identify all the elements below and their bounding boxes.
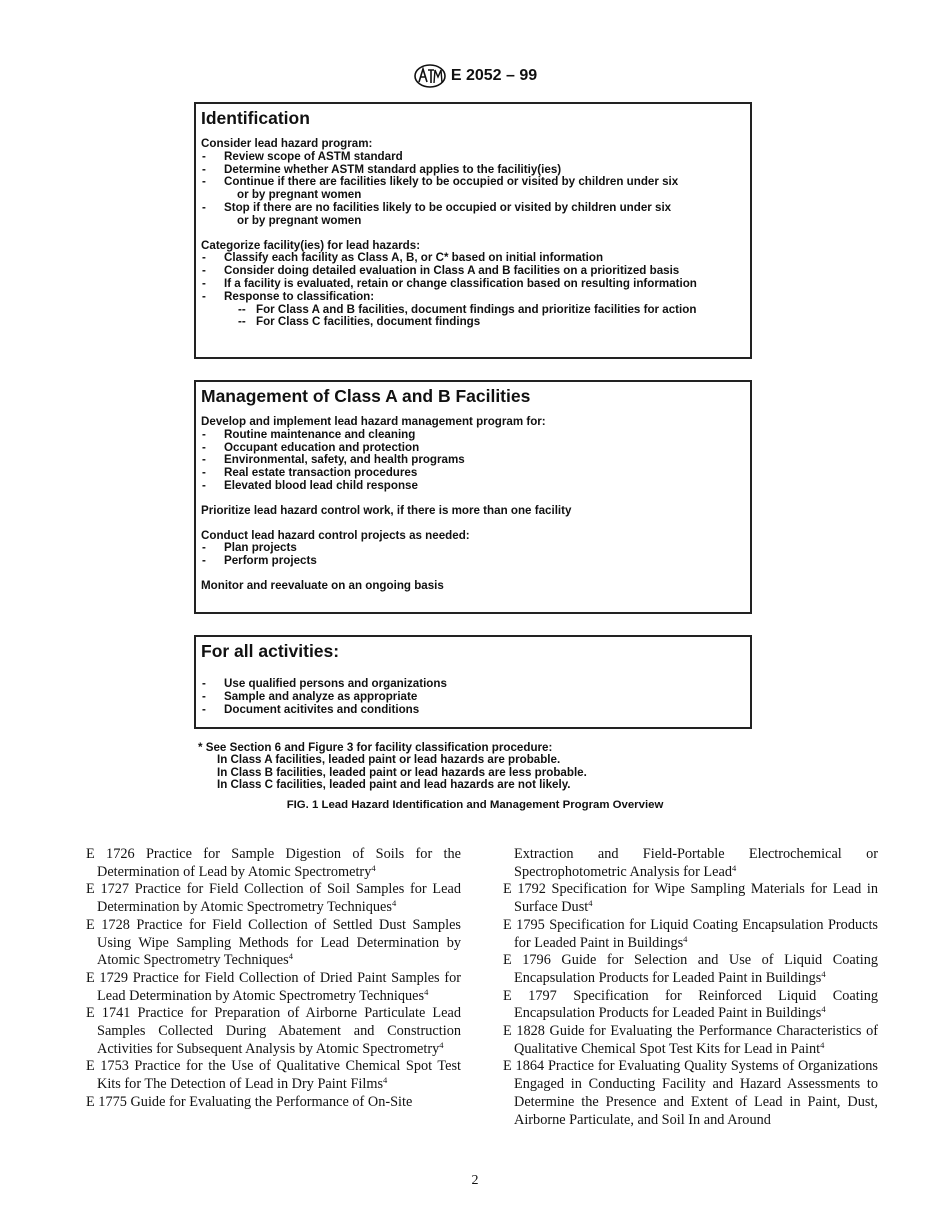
figure-caption: FIG. 1 Lead Hazard Identification and Management Program Overview xyxy=(286,799,664,811)
all-activities-box xyxy=(194,635,752,729)
reference-item: E 1729 Practice for Field Collection of Dried Paint Samples for Lead Determination by Atomic Spectrometry Techniques$^4$ xyxy=(86,969,461,1004)
reference-item: E 1797 Specification for Reinforced Liquid Coating Encapsulation Products for Leaded Paint in Buildings$^4$ xyxy=(503,987,878,1022)
section-line: Monitor and reevaluate on an ongoing basis xyxy=(201,578,444,592)
box-title: Management of Class A and B Facilities xyxy=(201,386,531,406)
section-heading: Conduct lead hazard control projects as needed: xyxy=(201,528,470,542)
reference-item: E 1864 Practice for Evaluating Quality Systems of Organizations Engaged in Conducting Facility and Hazard Assessments to Determine the Presence and Extent of Lead in Paint, Dust, Airborne Particulate, and Soil In and Around xyxy=(503,1058,878,1128)
list-item: - Determine whether ASTM standard applies to the facilitiy(ies) xyxy=(201,164,745,177)
list-item: - Continue if there are facilities likely to be occupied or visited by children under six xyxy=(201,176,745,189)
reference-item: E 1796 Guide for Selection and Use of Liquid Coating Encapsulation Products for Leaded Paint in Buildings$^4$ xyxy=(503,952,878,986)
reference-item: E 1792 Specification for Wipe Sampling Materials for Lead in Surface Dust$^4$ xyxy=(503,881,878,916)
footnote-intro: * See Section 6 and Figure 3 for facility classification procedure: xyxy=(198,741,553,754)
reference-item: E 1828 Guide for Evaluating the Performance Characteristics of Qualitative Chemical Spot Test Kits for Lead in Paint$^4$ xyxy=(503,1023,878,1057)
list-item: - Plan projects xyxy=(201,542,745,555)
list-item: - Routine maintenance and cleaning xyxy=(201,429,745,442)
footnote-line: In Class C facilities, leaded paint and lead hazards are not likely. xyxy=(217,778,571,792)
page-number: 2 xyxy=(471,1173,479,1188)
reference-item: E 1728 Practice for Field Collection of Settled Dust Samples Using Wipe Sampling Methods for Lead Determination by Atomic Spectrometry Techniques$^4$ xyxy=(86,916,461,969)
list-item: - Review scope of ASTM standard xyxy=(201,151,745,164)
list-item: - Consider doing detailed evaluation in Class A and B facilities on a prioritized basis xyxy=(201,265,745,278)
list-item: - Occupant education and protection xyxy=(201,442,745,455)
list-item: - Classify each facility as Class A, B, or C* based on initial information xyxy=(201,252,745,265)
list-item: - Perform projects xyxy=(201,555,745,568)
list-item: - Real estate transaction procedures xyxy=(201,467,745,480)
management-box xyxy=(194,380,752,614)
reference-item: E 1795 Specification for Liquid Coating Encapsulation Products for Leaded Paint in Buildings$^4$ xyxy=(503,916,878,951)
reference-item: E 1775 Guide for Evaluating the Performance of On-Site xyxy=(86,1093,413,1110)
astm-logo-icon xyxy=(413,64,447,88)
list-item-continuation: or by pregnant women xyxy=(237,188,362,202)
list-item: - Elevated blood lead child response xyxy=(201,480,745,493)
footnote-line: In Class B facilities, leaded paint or lead hazards are less probable. xyxy=(217,765,587,779)
sub-list-item: -- For Class C facilities, document findings xyxy=(201,316,745,329)
list-item: - Sample and analyze as appropriate xyxy=(201,691,745,704)
list-item: - Document acitivites and conditions xyxy=(201,704,745,717)
reference-item: E 1741 Practice for Preparation of Airborne Particulate Lead Samples Collected During Abatement and Construction Activities for Subsequent Analysis by Atomic Spectrometry$^4$ xyxy=(86,1005,461,1057)
references-right-column xyxy=(503,846,878,1129)
figure-footnote xyxy=(198,742,587,792)
identification-box xyxy=(194,102,752,359)
box-title: For all activities: xyxy=(201,641,340,661)
box-title: Identification xyxy=(201,108,310,128)
section-heading: Consider lead hazard program: xyxy=(201,137,373,150)
list-item-continuation: or by pregnant women xyxy=(237,213,362,227)
section-heading: Develop and implement lead hazard management program for: xyxy=(201,415,546,428)
reference-item: E 1753 Practice for the Use of Qualitative Chemical Spot Test Kits for The Detection of Lead in Dry Paint Films$^4$ xyxy=(86,1058,461,1093)
footnote-line: In Class A facilities, leaded paint or lead hazards are probable. xyxy=(217,753,561,767)
reference-item: E 1727 Practice for Field Collection of Soil Samples for Lead Determination by Atomic Spectrometry Techniques$^4$ xyxy=(86,881,461,916)
list-item: - Environmental, safety, and health programs xyxy=(201,454,745,467)
sub-list-item: -- For Class A and B facilities, document findings and prioritize facilities for action xyxy=(201,304,745,317)
list-item: - Stop if there are no facilities likely to be occupied or visited by children under six xyxy=(201,202,745,215)
list-item: - Response to classification: xyxy=(201,291,745,304)
reference-item-continuation: Extraction and Field-Portable Electrochemical or Spectrophotometric Analysis for Lead$^4$ xyxy=(514,846,878,880)
reference-item: E 1726 Practice for Sample Digestion of Soils for the Determination of Lead by Atomic Spectrometry$^4$ xyxy=(86,846,461,880)
section-line: Prioritize lead hazard control work, if there is more than one facility xyxy=(201,503,572,517)
references-left-column xyxy=(86,846,461,1112)
page-header xyxy=(0,64,950,88)
section-heading: Categorize facility(ies) for lead hazards: xyxy=(201,238,421,252)
list-item: - If a facility is evaluated, retain or change classification based on resulting information xyxy=(201,278,745,291)
standard-designation: E 2052 – 99 xyxy=(450,67,538,84)
list-item: - Use qualified persons and organizations xyxy=(201,678,745,691)
